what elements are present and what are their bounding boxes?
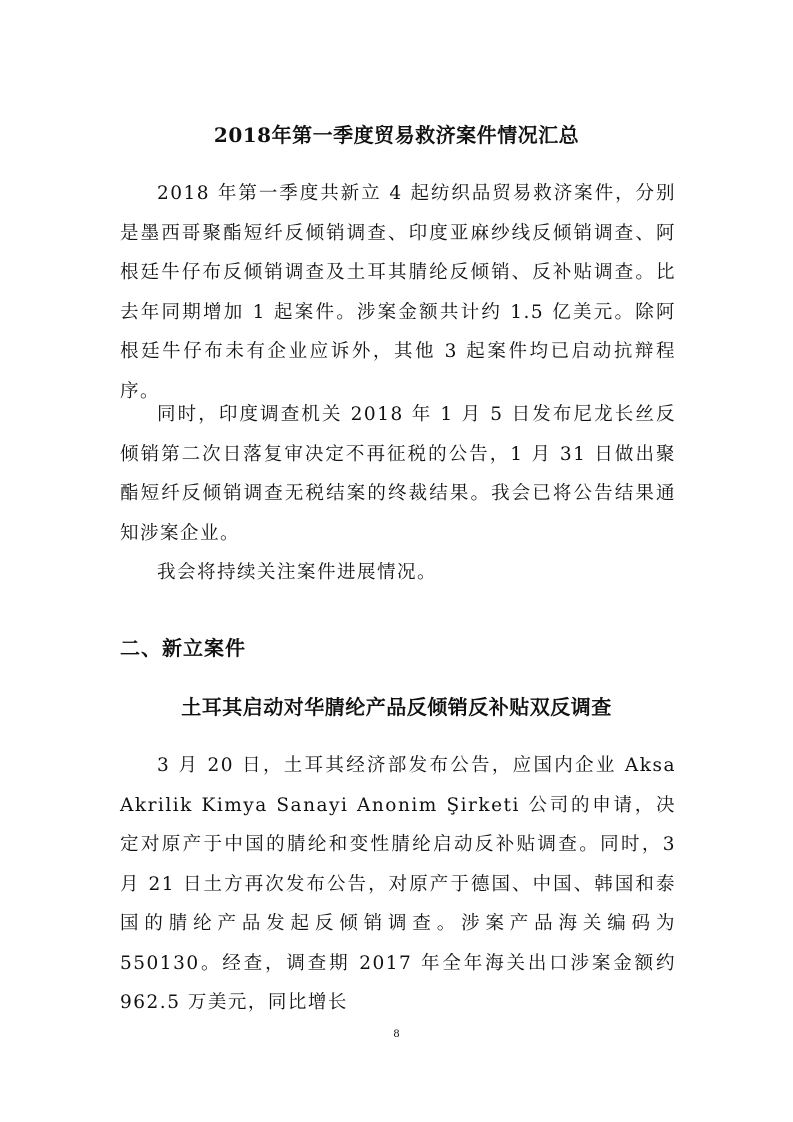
page-number: 8: [393, 1026, 400, 1040]
follow-up-paragraph-block: [120, 553, 676, 593]
section-heading: 二、新立案件: [120, 636, 246, 660]
turkey-case-paragraph: 3 月 20 日，土耳其经济部发布公告，应国内企业 Aksa Akrilik Kimya Sanayi Anonim Şirketi 公司的申请，决定对原产于中国的腈纶和变性腈纶启动反补贴调查。同时，3 月 21 日土方再次发布公告，对原产于德国、中国、韩国和泰国的腈纶产品发起反倾销调查。涉案产品海关编码为 550130。经查，调查期 2017 年全年海关出口涉案金额约 962.5 万美元，同比增长: [120, 755, 676, 1013]
summary-paragraph: 2018 年第一季度共新立 4 起纺织品贸易救济案件，分别是墨西哥聚酯短纤反倾销调查、印度亚麻纱线反倾销调查、阿根廷牛仔布反倾销调查及土耳其腈纶反倾销、反补贴调查。比去年同期增加 1 起案件。涉案金额共计约 1.5 亿美元。除阿根廷牛仔布未有企业应诉外，其他 3 起案件均已启动抗辩程序。: [120, 183, 676, 402]
india-update-paragraph-block: [120, 395, 676, 553]
summary-paragraph-block: [120, 174, 676, 411]
follow-up-paragraph: 我会将持续关注案件进展情况。: [157, 562, 438, 583]
document-title: 2018年第一季度贸易救济案件情况汇总: [213, 123, 580, 147]
case-subheading: 土耳其启动对华腈纶产品反倾销反补贴双反调查: [181, 695, 612, 719]
india-update-paragraph: 同时，印度调查机关 2018 年 1 月 5 日发布尼龙长丝反倾销第二次日落复审决定不再征税的公告，1 月 31 日做出聚酯短纤反倾销调查无税结案的终裁结果。我会已将公告结果通知涉案企业。: [120, 404, 676, 544]
turkey-case-paragraph-block: [120, 746, 676, 1023]
